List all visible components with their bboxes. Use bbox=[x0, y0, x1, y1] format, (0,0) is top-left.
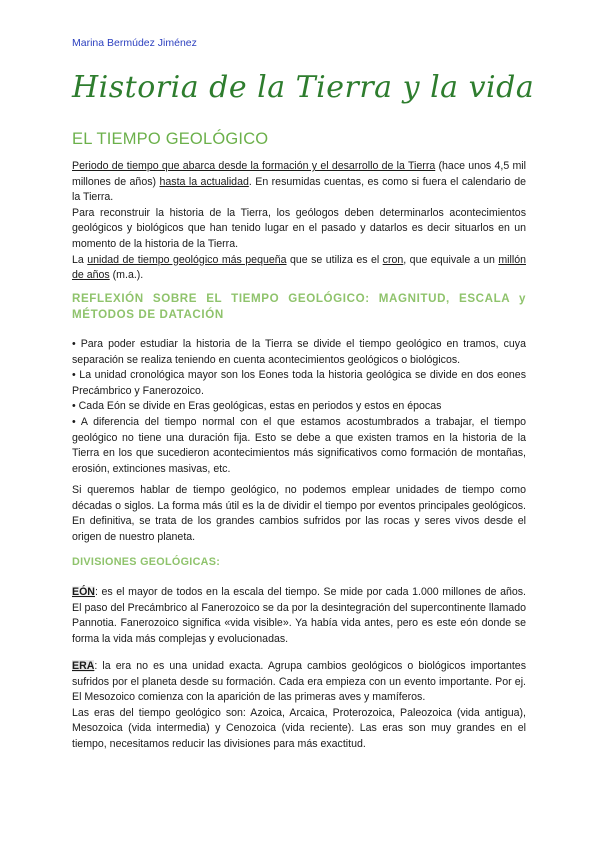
intro-p3-text-1: La bbox=[72, 253, 88, 266]
reflexion-paragraph: Si queremos hablar de tiempo geológico, no podemos emplear unidades de tiempo como décadas o siglos. La forma más útil es la de dividir el tiempo por eventos principales geológicos. En definitiva, se trata de los grandes cambios sufridos por las rocas y seres vivos desde el origen de nuestro planeta. bbox=[72, 484, 526, 543]
era-paragraph bbox=[72, 659, 526, 753]
intro-p3-text-2: que se utiliza es el bbox=[286, 253, 383, 266]
bullet-2: • La unidad cronológica mayor son los Eones toda la historia geológica se divide en dos eones Precámbrico y Fanerozoico. bbox=[72, 369, 526, 397]
intro-p3-underline-1: unidad de tiempo geológico más pequeña bbox=[87, 253, 287, 266]
eon-term: EÓN bbox=[72, 586, 95, 598]
reflexion-bullets bbox=[72, 337, 526, 477]
intro-paragraph-2: Para reconstruir la historia de la Tierra, los geólogos deben determinarlos acontecimientos geológicos y biológicos que han tenido lugar en el pasado y datarlos es decir situarlos en un momento de la historia de la Tierra. bbox=[72, 206, 526, 250]
intro-p3-underline-2: cron bbox=[382, 253, 404, 266]
bullet-3: • Cada Eón se divide en Eras geológicas, estas en periodos y estos en épocas bbox=[72, 400, 442, 413]
eon-paragraph bbox=[72, 585, 526, 647]
era-paragraph-2: Las eras del tiempo geológico son: Azoica, Arcaica, Proterozoica, Paleozoica (vida antigua), Mesozoica (vida intermedia) y Cenozoica (vida reciente). Las eras son muy grandes en el tiempo, necesitamos reducir las divisiones para más exactitud. bbox=[72, 706, 526, 750]
intro-p3-text-4: (m.a.). bbox=[109, 269, 144, 282]
intro-text-1: (hace unos 4,5 mil millones de años) bbox=[72, 160, 526, 188]
reflexion-heading: REFLEXIÓN SOBRE EL TIEMPO GEOLÓGICO: MAGNITUD, ESCALA y MÉTODOS DE DATACIÓN bbox=[72, 292, 526, 321]
era-text: : la era no es una unidad exacta. Agrupa cambios geológicos o biológicos importantes sufridos por el planeta desde su formación. Cada era empieza con un evento importante. Por ej. El Mesozoico comienza con la aparición de las primeras aves y mamíferos. bbox=[72, 660, 526, 704]
bullet-4: • A diferencia del tiempo normal con el que estamos acostumbrados a trabajar, el tiempo geológico no tiene una duración fija. Esto se debe a que existen tramos en la historia de la Tierra en los que sucedieron acontecimientos más significativos como formación de montañas, erosión, extinciones masivas, etc. bbox=[72, 415, 526, 475]
section-title: EL TIEMPO GEOLÓGICO bbox=[72, 130, 269, 148]
intro-paragraph-1 bbox=[72, 159, 526, 206]
page-title: Historia de la Tierra y la vida bbox=[72, 70, 535, 105]
era-term: ERA bbox=[72, 660, 95, 672]
intro-p3-text-3: , que equivale a un bbox=[403, 253, 499, 266]
divisiones-heading: DIVISIONES GEOLÓGICAS: bbox=[72, 556, 221, 568]
intro-text-2: . En resumidas cuentas, es como si fuera el calendario de la Tierra. bbox=[72, 175, 526, 204]
intro-underline-1: Periodo de tiempo que abarca desde la formación y el desarrollo de la Tierra bbox=[72, 160, 436, 172]
intro-paragraph-3 bbox=[72, 253, 526, 284]
eon-text: : es el mayor de todos en la escala del tiempo. Se mide por cada 1.000 millones de años. El paso del Precámbrico al Fanerozoico se da por la desintegración del supercontinente llamado Pannotia. Fanerozoico significa «vida visible». Ya había vida antes, pero es este eón donde se forma la vida más complejas y evolucionadas. bbox=[72, 586, 526, 645]
author-header: Marina Bermúdez Jiménez bbox=[72, 37, 197, 49]
bullet-1: • Para poder estudiar la historia de la Tierra se divide el tiempo geológico en tramos, cuya separación se realiza teniendo en cuenta acontecimientos geológicos o biológicos. bbox=[72, 338, 526, 366]
intro-p3-underline-3: millón de años bbox=[72, 253, 526, 282]
intro-block bbox=[72, 159, 526, 284]
intro-underline-2: hasta la actualidad bbox=[159, 175, 249, 188]
